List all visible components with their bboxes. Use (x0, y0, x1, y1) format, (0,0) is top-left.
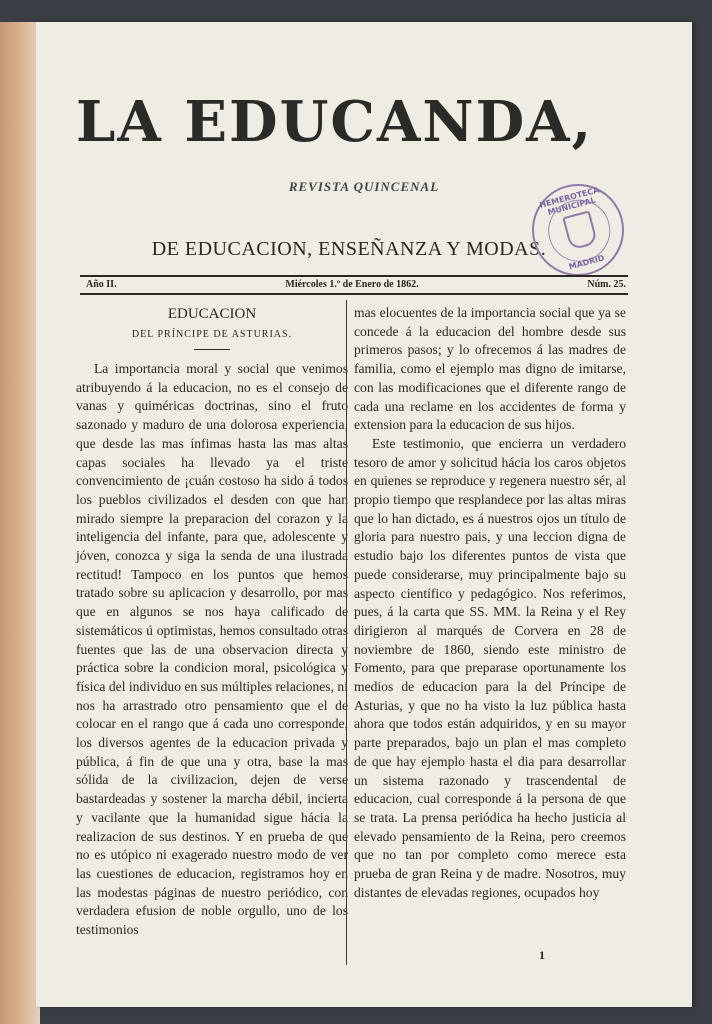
stamp-text: HEMEROTECA MUNICIPAL (538, 185, 601, 218)
title-divider (194, 349, 230, 350)
article-paragraph: Este testimonio, que encierra un verdadero tesoro de amor y solicitud hácia los caros objetos en quienes se reproduce y regenera nuestro sér, al propio tiempo que resplandece por las altas miras que lo han dictado, es á nuestros ojos un título de gloria para nuestro pais, y una leccion digna de estudio bajo los diferentes puntos de vista que puede considerarse, muy principalmente bajo su aspecto científico y pedagógico. Nos referimos, pues, á la carta que SS. MM. la Reina y el Rey dirigieron al marqués de Corvera en 28 de noviembre de 1860, siendo este ministro de Fomento, para que preparase oportunamente los medios de educacion para la del Príncipe de Asturias, y que no ha visto la luz pública hasta ahora que todos están adquiridos, y en su mayor parte preparados, bajo un plan el mas completo de que hay ejemplo hasta el dia para desarrollar un sistema razonado y trascendental de educacion, cual corresponde á la persona de que se trata. La prensa periódica ha hecho justicia al elevado pensamiento de la Reina, pero creemos que no tan por completo como merece esta prueba de gran Reina y de madre. Nosotros, muy distantes de elevadas regiones, ocupados hoy (354, 435, 626, 900)
masthead-subtitle: DE EDUCACION, ENSEÑANZA Y MODAS. (151, 238, 547, 260)
article-subtitle: DEL PRÍNCIPE DE ASTURIAS. (131, 329, 293, 340)
article-paragraph: La importancia moral y social que venimos atribuyendo á la educacion, no es el consejo de vanas y quiméricas doctrinas, sino el fruto sazonado y maduro de una dolorosa experiencia, que desde las mas ínfimas hasta las mas altas capas sociales ha llevado ya el triste convencimiento de ¡cuán costoso ha sido á todos los pueblos civilizados el desden con que han mirado siempre la preparacion del corazon y la inteligencia del infante, para que, adolescente y jóven, conozca y siga la senda de una ilustrada rectitud! Tampoco en los puntos que hemos tratado sobre su aplicacion y desarrollo, por mas que en algunos se nos haya calificado de sistemáticos ú optimistas, hemos consultado otras fuentes que las de una observacion directa y práctica sobre la condicion moral, psicológica y física del individuo en sus múltiples relaciones, ni nos ha arrastrado otro pensamiento que el de colocar en el rango que á cada uno corresponde, los diversos agentes de la educacion privada y pública, á fin de que una y otra, base la mas sólida de la civilizacion, dejen de verse bastardeadas y sostener la marcha débil, incierta y vacilante que la humanidad sigue hácia la realizacion de sus destinos. Y en prueba de que no es utópico ni exagerado nuestro modo de ver las cuestiones de educacion, registramos hoy en las modestas páginas de nuestro periódico, con verdadera efusion de noble orgullo, uno de los testimonios (76, 361, 348, 938)
issue-year: Año II. (86, 279, 117, 290)
header-rule-top (80, 275, 628, 277)
header-rule-bottom (80, 293, 628, 295)
page-number: 1 (539, 948, 545, 962)
issue-number: Núm. 25. (587, 279, 626, 290)
issue-date: Miércoles 1.º de Enero de 1862. (285, 279, 419, 290)
newspaper-page (36, 22, 692, 1007)
column-divider (346, 300, 347, 965)
article-paragraph-continued: mas elocuentes de la importancia social que ya se concede á la educacion del hombre desde sus primeros pasos; y lo ofrecemos á las madres de familia, como el ejemplo mas digno de imitarse, con las modificaciones que el diferente rango de cada una reclame en los accidentes de forma y extension para la educacion de sus hijos. (354, 305, 626, 433)
stamp-city: MADRID (567, 253, 606, 272)
column-right (354, 304, 626, 903)
masthead-title: LA EDUCANDA, (76, 89, 594, 155)
article-title: EDUCACION (167, 306, 257, 322)
book-binding-edge (0, 22, 40, 1024)
column-left (76, 304, 348, 940)
masthead-revista: REVISTA QUINCENAL (288, 179, 440, 194)
issue-info-bar (86, 279, 626, 290)
